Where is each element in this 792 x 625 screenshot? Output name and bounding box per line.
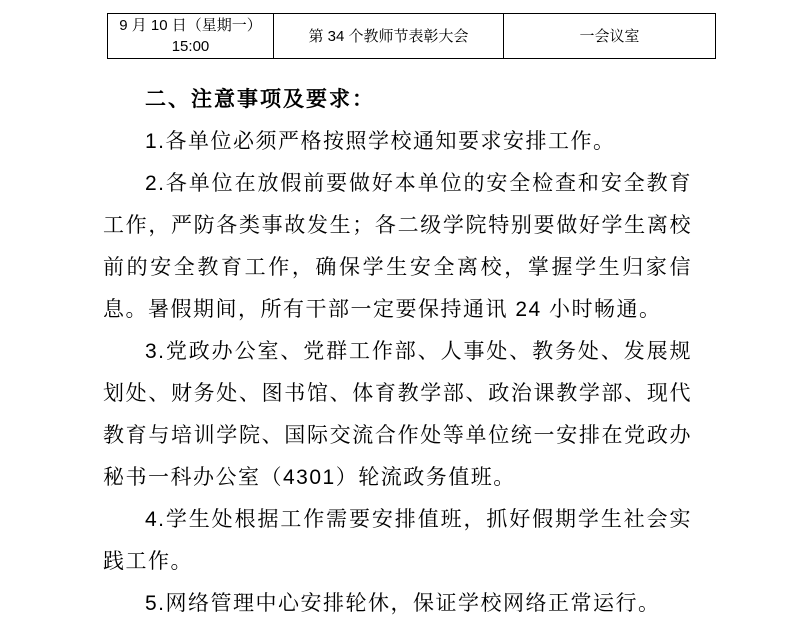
notice-paragraph-3: 3.党政办公室、党群工作部、人事处、教务处、发展规划处、财务处、图书馆、体育教学部、政治课教学部、现代教育与培训学院、国际交流合作处等单位统一安排在党政办秘书一科办公室（4301）轮流政务值班。 [103,340,692,489]
schedule-event: 第 34 个教师节表彰大会 [308,27,469,45]
schedule-cell-datetime [108,14,274,59]
notice-paragraph-4: 4.学生处根据工作需要安排值班，抓好假期学生社会实践工作。 [103,508,692,573]
section-heading: 二、注意事项及要求： [145,88,375,111]
schedule-table [107,13,716,59]
notice-section [103,79,692,625]
schedule-time: 15:00 [171,38,210,55]
schedule-table-row [108,14,716,59]
schedule-date: 9 月 10 日（星期一） [119,17,262,34]
notice-paragraph-5: 5.网络管理中心安排轮休，保证学校网络正常运行。 [145,592,661,615]
schedule-location: 一会议室 [579,27,640,45]
notice-paragraph-1: 1.各单位必须严格按照学校通知要求安排工作。 [145,130,616,153]
schedule-cell-location [504,14,716,59]
notice-paragraph-2: 2.各单位在放假前要做好本单位的安全检查和安全教育工作，严防各类事故发生；各二级学院特别要做好学生离校前的安全教育工作，确保学生安全离校，掌握学生归家信息。暑假期间，所有干部一定要保持通讯 24 小时畅通。 [103,172,692,321]
schedule-cell-event [274,14,504,59]
